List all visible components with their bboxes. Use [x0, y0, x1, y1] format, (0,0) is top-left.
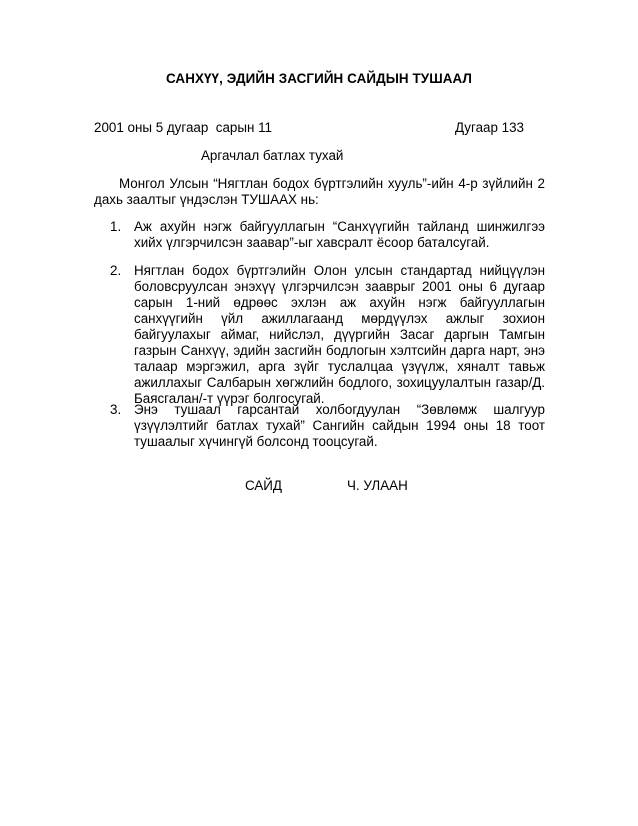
order-date: 2001 оны 5 дугаар сарын 11 [94, 120, 272, 135]
order-item-text: Аж ахуйн нэгж байгууллагын “Санхүүгийн тайланд шинжилгээ хийх үлгэрчилсэн заавар”-ыг хавсралт ёсоор баталсугай. [134, 219, 545, 250]
order-title: САНХҮҮ, ЭДИЙН ЗАСГИЙН САЙДЫН ТУШААЛ [166, 71, 472, 86]
order-item-number: 1. [110, 219, 122, 234]
order-number: Дугаар 133 [454, 120, 524, 135]
order-preamble: Монгол Улсын “Нягтлан бодох бүртгэлийн хууль”-ийн 4-р зүйлийн 2 дахь заалтыг үндэслэн ТУШААХ нь: [94, 176, 545, 207]
order-subject: Аргачлал батлах тухай [201, 148, 344, 163]
order-item-number: 2. [110, 263, 122, 278]
order-item-number: 3. [110, 402, 122, 417]
order-item-text: Нягтлан бодох бүртгэлийн Олон улсын стандартад нийцүүлэн боловсруулсан энэхүү үлгэрчилсэн зааврыг 2001 оны 6 дугаар сарын 1-ний өдрөөс эхлэн аж ахуйн нэгж байгууллагын санхүүгийн үйл ажиллагаанд мөрдүүлэх ажлыг зохион байгуулахыг аймаг, нийслэл, дүүргийн Засаг даргын Тамгын газрын Санхүү, эдийн засгийн бодлогын хэлтсийн дарга нарт, энэ талаар мэргэжил, арга зүйг туслалцаа үзүүлж, хяналт тавьж ажиллахыг Салбарын хөгжлийн бодлого, зохицуулалтын газар/Д. Баясгалан/-т үүрэг болгосугай. [134, 263, 545, 406]
signature-name: Ч. УЛААН [347, 478, 408, 493]
order-meta-row [94, 120, 524, 135]
signature-role: САЙД [245, 478, 283, 493]
order-item-text: Энэ тушаал гарсантай холбогдуулан “Зөвлөмж шалгуур үзүүлэлтийг батлах тухай” Сангийн сайдын 1994 оны 18 тоот тушаалыг хүчингүй болсонд тооцсугай. [134, 402, 545, 449]
